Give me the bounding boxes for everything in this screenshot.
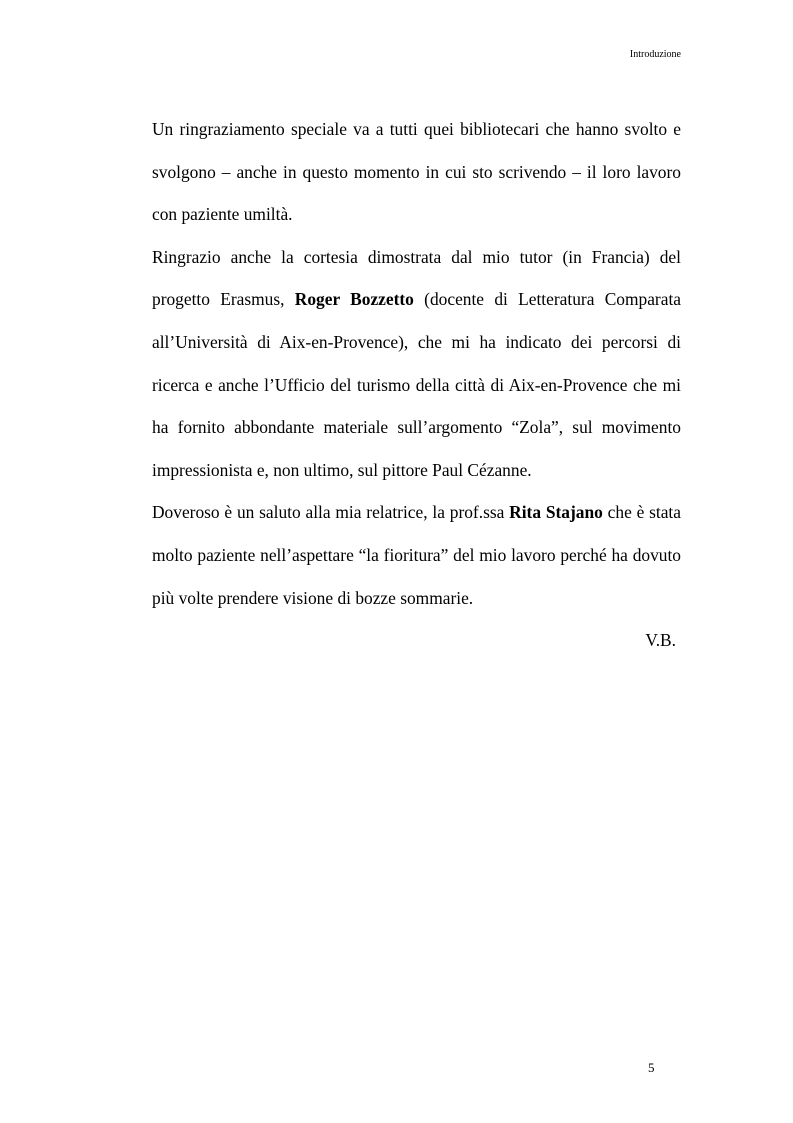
bold-name-tutor: Roger Bozzetto [294,289,414,310]
page-number: 5 [648,1060,655,1075]
paragraph-text: Doveroso è un saluto alla mia relatrice, la prof.ssa [152,502,510,523]
bold-name-supervisor: Rita Stajano [509,502,603,523]
author-initials-signature: V.B. [645,630,676,651]
document-body [152,108,681,662]
paragraph-acknowledgement-supervisor [152,491,681,619]
paragraph-acknowledgement-librarians: Un ringraziamento speciale va a tutti quei bibliotecari che hanno svolto e svolgono – anche in questo momento in cui sto scrivendo – il loro lavoro con paziente umiltà. [152,119,681,225]
running-header: Introduzione [629,49,681,60]
paragraph-text: che è stata molto paziente nell’aspettare “la fioritura” del mio lavoro perché ha dovuto più volte prendere visione di bozze sommarie. [152,502,681,608]
paragraph-text: (docente di Letteratura Comparata all’Università di Aix-en-Provence), che mi ha indicato dei percorsi di ricerca e anche l’Ufficio del turismo della città di Aix-en-Provence che mi ha fornito abbondante materiale sull’argomento “Zola”, sul movimento impressionista e, non ultimo, sul pittore Paul Cézanne. [152,289,681,480]
paragraph-acknowledgement-tutor [152,236,681,492]
paragraph-text: Ringrazio anche la cortesia dimostrata dal mio tutor (in Francia) del progetto Erasmus, [152,246,681,310]
